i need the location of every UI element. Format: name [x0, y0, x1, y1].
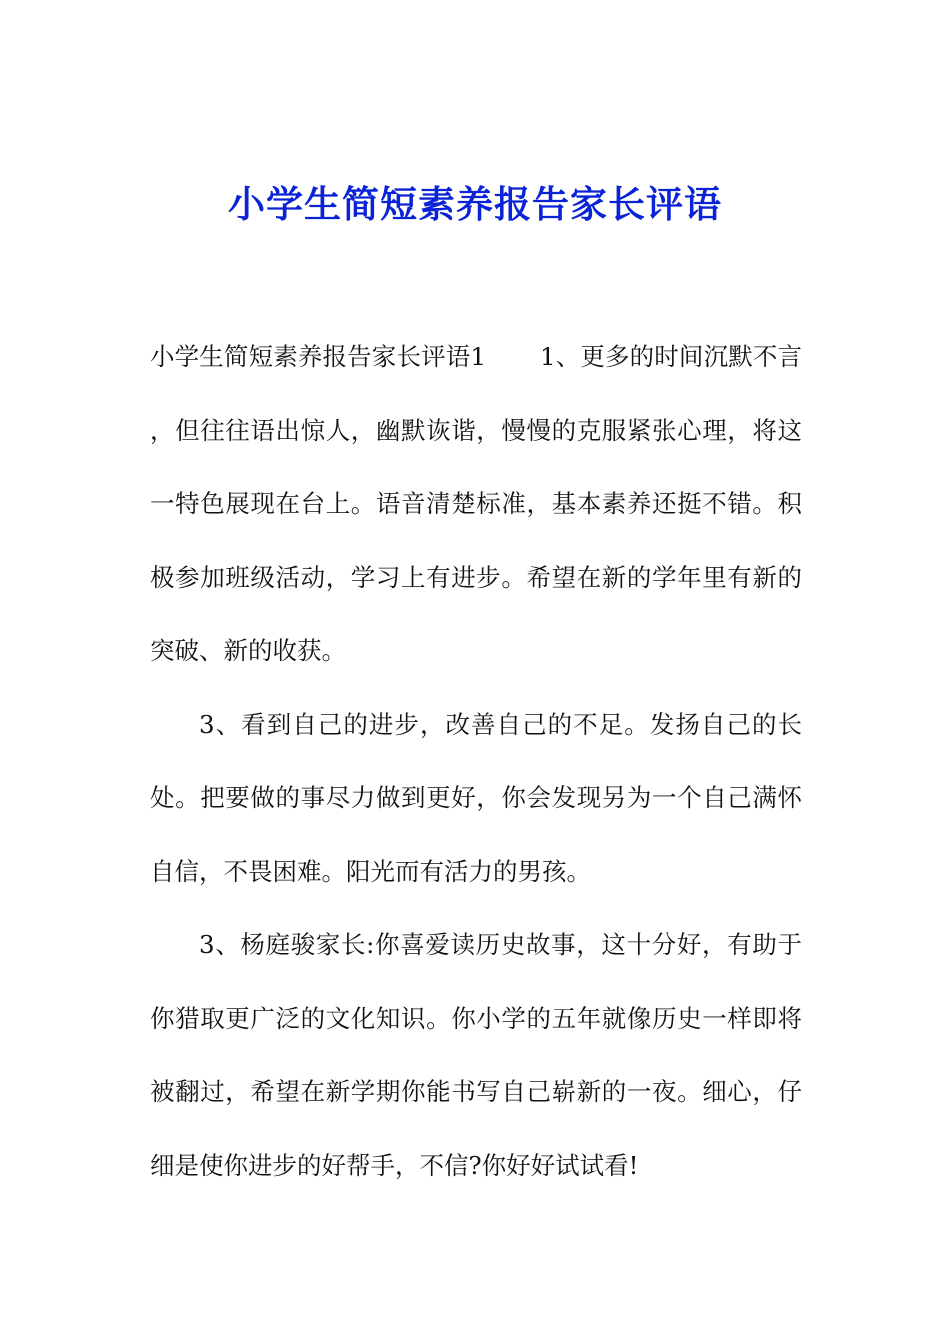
- paragraph-2: 3、看到自己的进步，改善自己的不足。发扬自己的长处。把要做的事尽力做到更好，你会发现另为一个自己满怀自信，不畏困难。阳光而有活力的男孩。: [150, 709, 802, 886]
- paragraph-3: 3、杨庭骏家长:你喜爱读历史故事，这十分好，有助于你猎取更广泛的文化知识。你小学的五年就像历史一样即将被翻过，希望在新学期你能书写自己崭新的一夜。细心，仔细是使你进步的好帮手，不信?你好好试试看!: [150, 930, 802, 1180]
- paragraph-1-text: 1、更多的时间沉默不言，但往往语出惊人，幽默诙谐，慢慢的克服紧张心理，将这一特色展现在台上。语音清楚标准，基本素养还挺不错。积极参加班级活动，学习上有进步。希望在新的学年里有新的突破、新的收获。: [150, 342, 802, 665]
- document-title: 小学生简短素养报告家长评语: [228, 182, 722, 226]
- document-body: [150, 320, 802, 1202]
- paragraph-1: [150, 320, 802, 688]
- paragraph-1-heading: 小学生简短素养报告家长评语1: [150, 342, 486, 371]
